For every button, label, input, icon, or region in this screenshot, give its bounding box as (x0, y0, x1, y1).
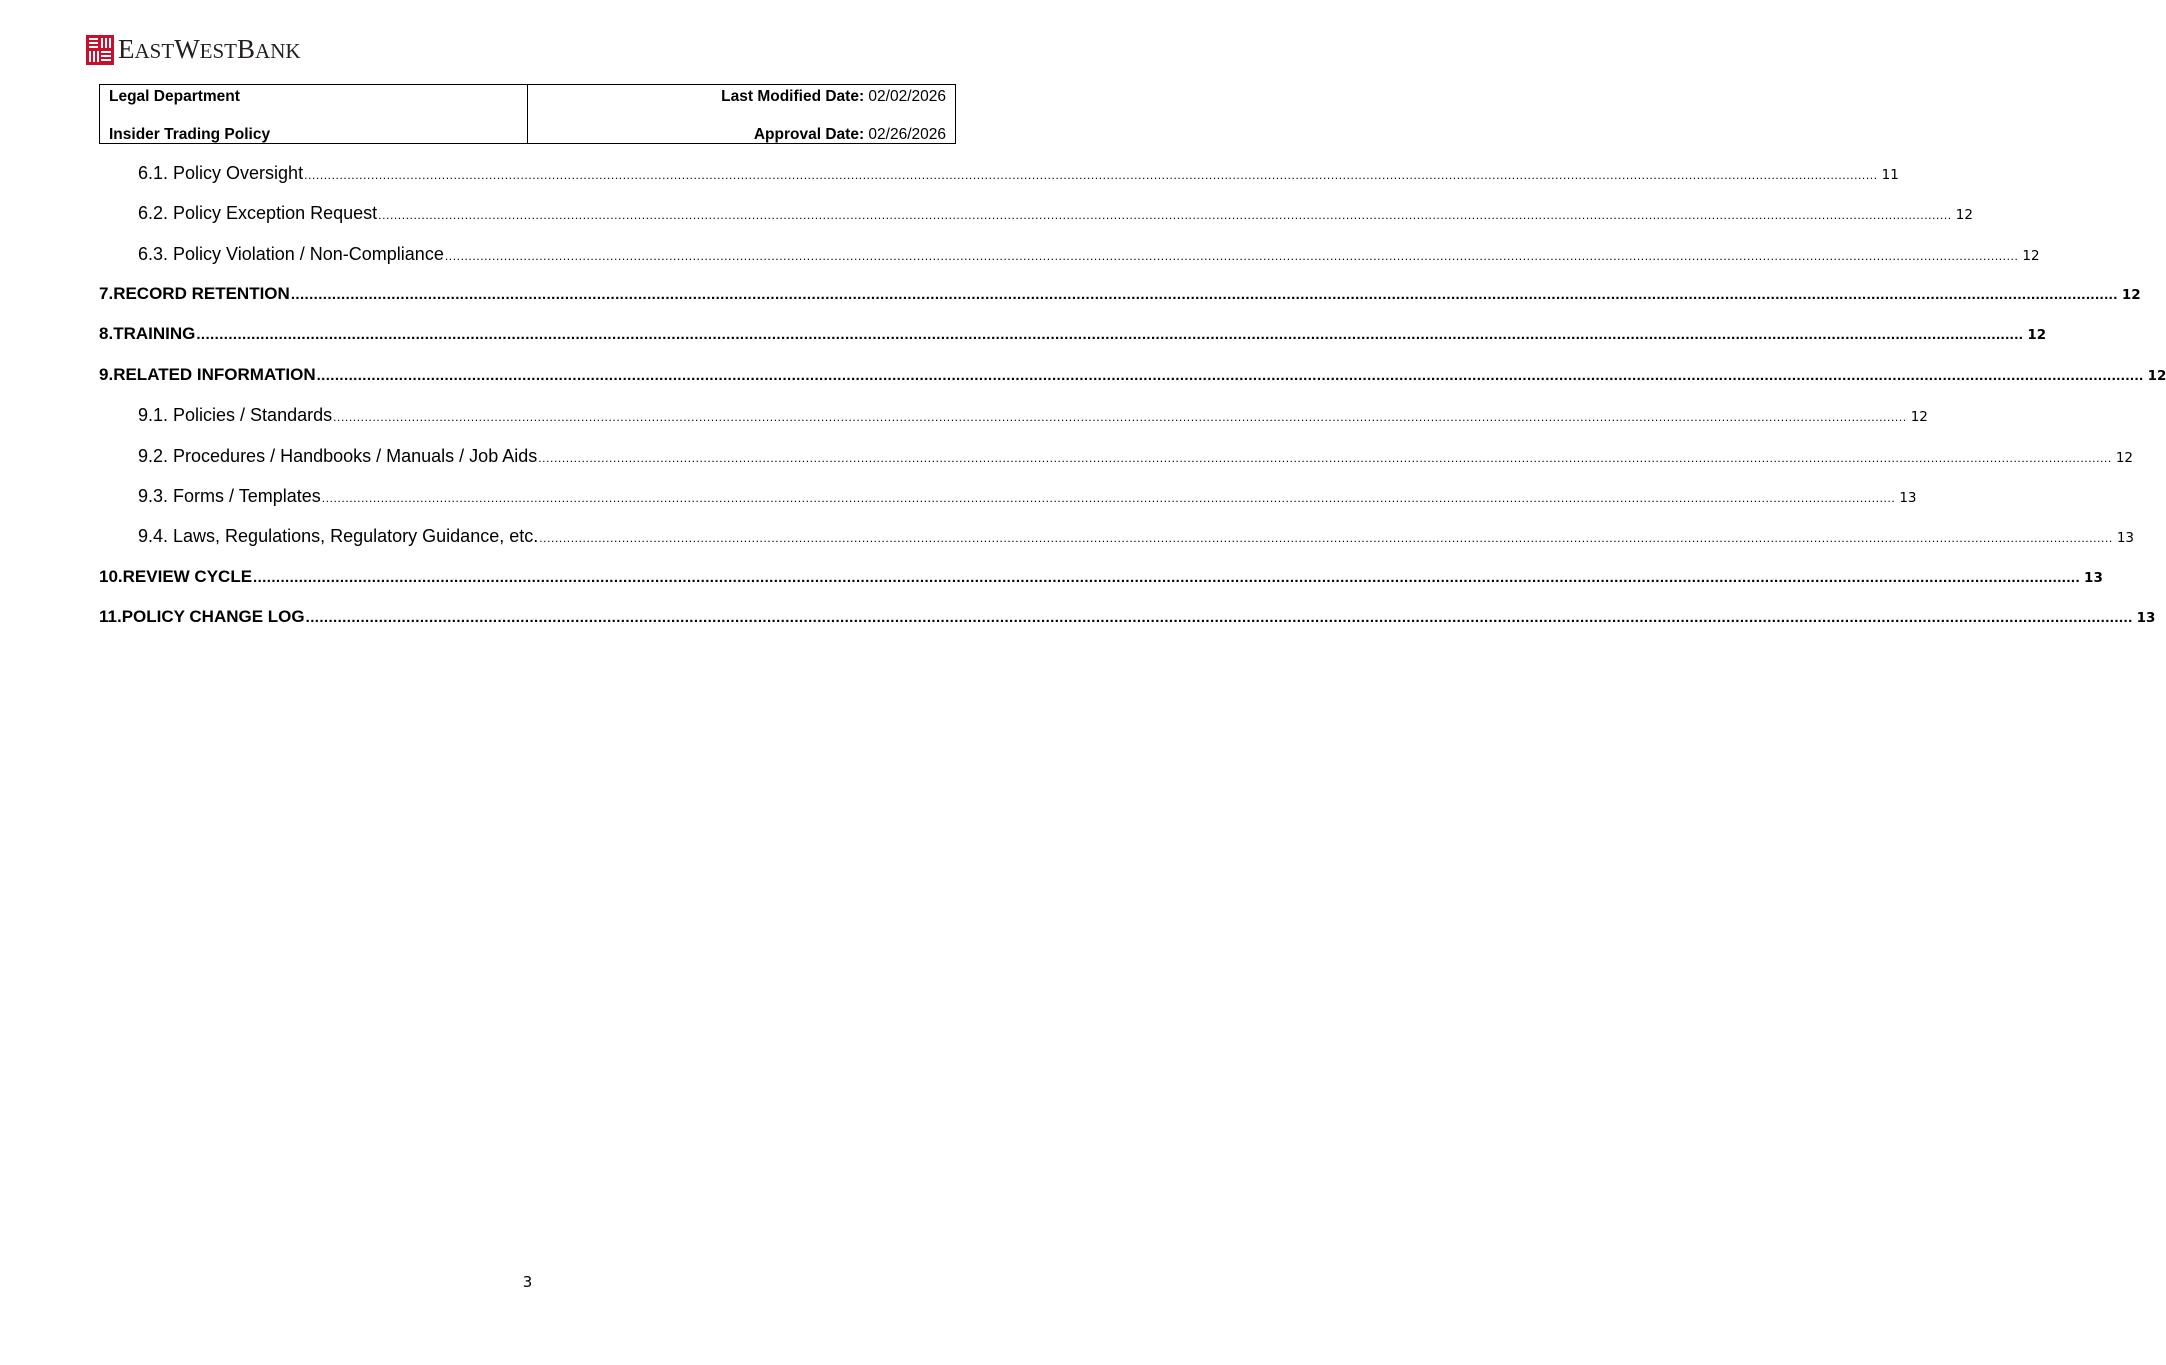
toc-entry-number: 9. (99, 365, 114, 384)
toc-entry-page: 12 (2022, 248, 2040, 264)
toc-entry[interactable] (99, 567, 2103, 593)
toc-entry-title: 9.2. Procedures / Handbooks / Manuals / Job Aids (138, 446, 538, 466)
toc-entry-page: 12 (1955, 207, 1973, 223)
toc-entry-title: POLICY CHANGE LOG (121, 607, 305, 626)
toc-entry-page: 11 (1881, 167, 1899, 183)
toc-entry[interactable] (99, 244, 2040, 270)
toc-entry-title: RELATED INFORMATION (113, 365, 316, 384)
east-west-bank-mark-icon (86, 35, 114, 65)
toc-entry-number: 7. (99, 284, 114, 303)
toc-leader-dots: ................................................................................................................................................................................................................................................................................................................................................................................................................ (196, 326, 2024, 343)
toc-leader-dots: ................................................................................................................................................................................................................................................................................................................................................................................................................ (539, 531, 2113, 545)
toc-entry[interactable] (99, 405, 1928, 431)
last-modified-label: Last Modified Date: (721, 88, 865, 105)
toc-leader-dots: ................................................................................................................................................................................................................................................................................................................................................................................................................ (378, 208, 1952, 222)
toc-leader-dots: ................................................................................................................................................................................................................................................................................................................................................................................................................ (333, 410, 1907, 424)
toc-entry[interactable] (99, 486, 1917, 512)
toc-entry-title: RECORD RETENTION (113, 284, 290, 303)
toc-entry[interactable] (99, 446, 2134, 472)
toc-entry-page: 13 (1899, 490, 1917, 506)
toc-leader-dots: ................................................................................................................................................................................................................................................................................................................................................................................................................ (304, 168, 1878, 182)
toc-leader-dots: ................................................................................................................................................................................................................................................................................................................................................................................................................ (321, 491, 1896, 505)
toc-entry-title: 9.3. Forms / Templates (138, 486, 321, 506)
toc-leader-dots: ................................................................................................................................................................................................................................................................................................................................................................................................................ (444, 249, 2019, 263)
toc-entry-page: 13 (2084, 570, 2103, 586)
toc-entry-number: 8. (99, 324, 114, 343)
toc-entry[interactable] (99, 607, 2156, 633)
approval-label: Approval Date: (753, 126, 865, 143)
toc-entry-title: 9.1. Policies / Standards (138, 405, 333, 425)
toc-entry-page: 12 (2027, 327, 2047, 343)
page-number: 3 (522, 1273, 533, 1291)
toc-entry-title: 6.1. Policy Oversight (138, 163, 304, 183)
last-modified-date (721, 88, 946, 106)
policy-name: Insider Trading Policy (109, 126, 271, 143)
toc-entry[interactable] (99, 324, 2047, 350)
toc-entry-title: 6.3. Policy Violation / Non-Compliance (138, 244, 444, 264)
toc-entry-page: 13 (2136, 610, 2156, 626)
toc-leader-dots: ................................................................................................................................................................................................................................................................................................................................................................................................................ (316, 367, 2144, 384)
toc-entry-page: 12 (2115, 450, 2134, 466)
toc-entry-title: TRAINING (113, 324, 196, 343)
logo-wordmark: EASTWESTBANK (118, 34, 301, 64)
document-header-table (99, 84, 956, 144)
toc-leader-dots: ................................................................................................................................................................................................................................................................................................................................................................................................................ (305, 609, 2133, 626)
toc-leader-dots: ................................................................................................................................................................................................................................................................................................................................................................................................................ (538, 451, 2112, 465)
approval-value: 02/26/2026 (868, 126, 946, 143)
toc-entry-title: 9.4. Laws, Regulations, Regulatory Guidance, etc. (138, 526, 539, 546)
toc-entry[interactable] (99, 365, 2166, 391)
toc-entry-number: 10. (99, 567, 123, 586)
toc-entry[interactable] (99, 163, 1899, 189)
toc-entry-number: 11. (99, 607, 122, 626)
toc-entry[interactable] (99, 526, 2135, 552)
toc-entry-page: 12 (1910, 409, 1928, 425)
toc-entry-page: 12 (2147, 368, 2166, 384)
toc-entry-title: REVIEW CYCLE (122, 567, 253, 586)
toc-leader-dots: ................................................................................................................................................................................................................................................................................................................................................................................................................ (253, 569, 2081, 586)
toc-entry-page: 12 (2121, 287, 2141, 303)
company-logo (86, 35, 301, 65)
last-modified-value: 02/02/2026 (868, 88, 946, 105)
toc-entry[interactable] (99, 203, 1973, 229)
toc-leader-dots: ................................................................................................................................................................................................................................................................................................................................................................................................................ (290, 286, 2118, 303)
approval-date (754, 126, 946, 144)
toc-entry[interactable] (99, 284, 2141, 310)
toc-entry-page: 13 (2116, 530, 2135, 546)
department-label: Legal Department (109, 88, 240, 105)
toc-entry-title: 6.2. Policy Exception Request (138, 203, 378, 223)
